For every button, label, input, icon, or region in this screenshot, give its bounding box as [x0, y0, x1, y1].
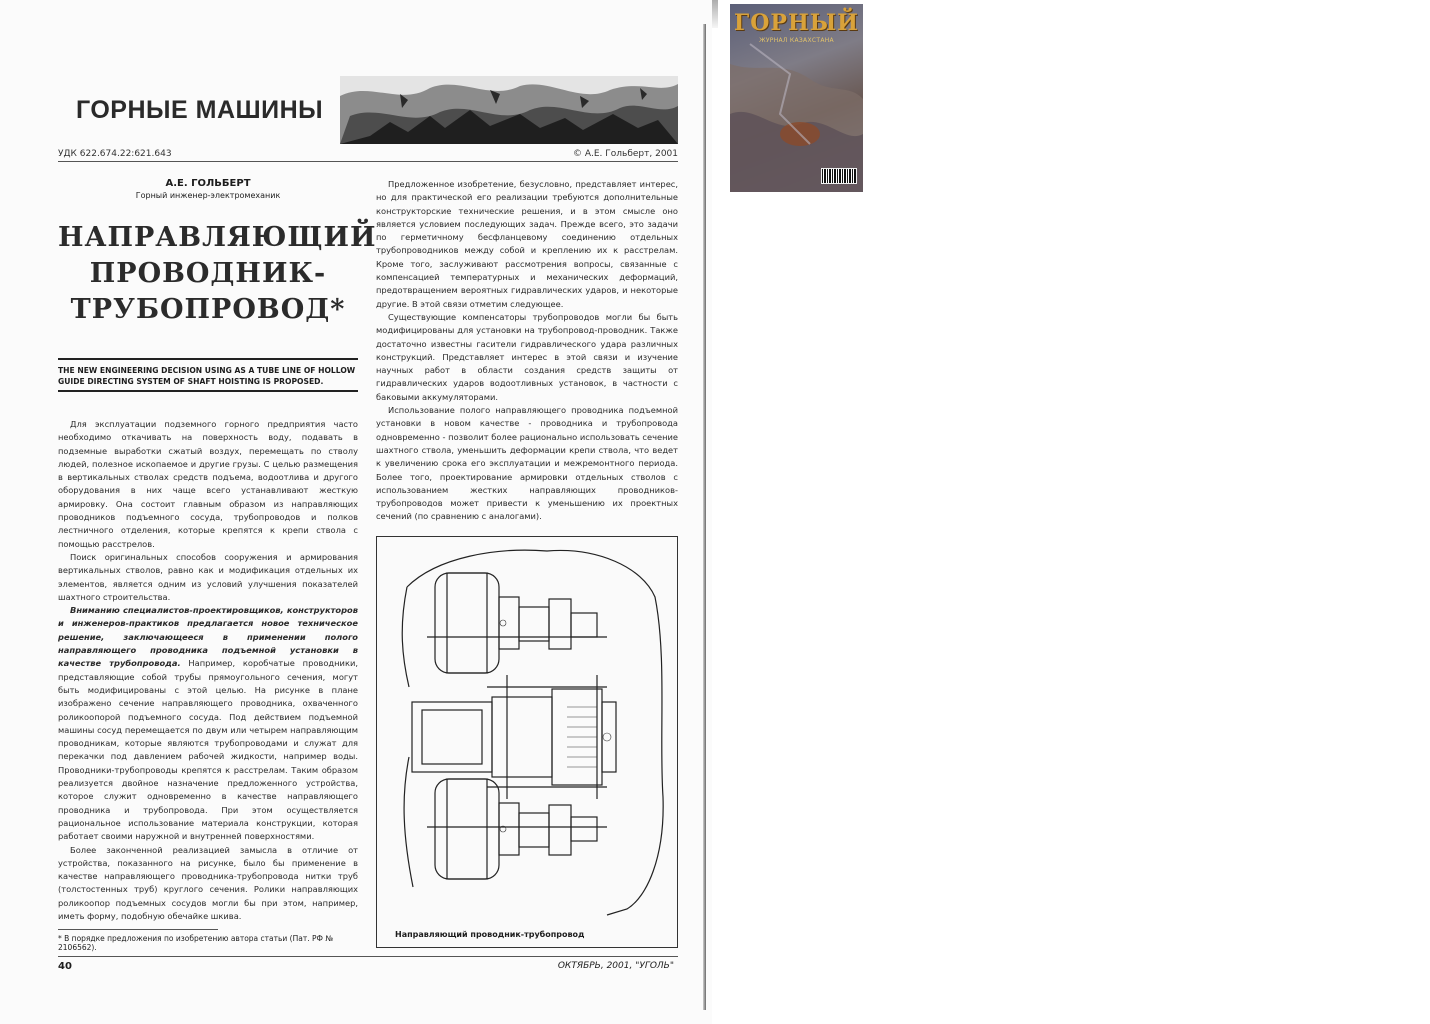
paragraph: Поиск оригинальных способов сооружения и армирования вертикальных стволов, равно как и модификация отдельных их элементов, является одним из условий улучшения показателей шахтного строительства. [58, 551, 358, 602]
paragraph: Более законченной реализацией замысла в отличие от устройства, показанного на рисунке, было бы применение в качестве направляющего проводника-трубопровода нитки труб (толстостенных труб) круглого сечения. Ролики направляющих роликоопор подъемных сосудов могли бы при этом, например, иметь форму, подобную обечайке шкива. [58, 844, 358, 921]
abstract-rule-bottom [58, 390, 358, 392]
author-name: А.Е. ГОЛЬБЕРТ [165, 178, 251, 189]
footnote: * В порядке предложения по изобретению автора статьи (Пат. РФ № 2106562). [58, 934, 334, 952]
udk-code: УДК 622.674.22:621.643 [58, 149, 172, 159]
footnote-divider [58, 929, 218, 930]
title-line: НАПРАВЛЯЮЩИЙ [58, 222, 377, 253]
article-title [58, 220, 377, 328]
paragraph: Существующие компенсаторы трубопроводов могли бы быть модифицированы для установки на трубопровод-проводник. Также достаточно известны гасители гидравлического удара различных конструкций. Представляет интерес в этой связи и изучение научных работ в области создания средств защиты от гидравлических ударов водоотливных установок, в частности с баковыми аккумуляторами. [376, 311, 678, 402]
english-abstract: THE NEW ENGINEERING DECISION USING AS A TUBE LINE OF HOLLOW GUIDE DIRECTING SYSTEM OF SHAFT HOISTING IS PROPOSED. [58, 366, 356, 386]
emphasis-text: Вниманию специалистов-проектировщиков, конструкторов и инженеров-практиков предлагается новое техническое решение, заключающееся в применении полого направляющего проводника подъемной установки в качестве трубопровода. [58, 605, 358, 669]
issue-info: ОКТЯБРЬ, 2001, "УГОЛЬ" [557, 961, 674, 971]
magazine-cover-thumbnail [730, 4, 863, 192]
header-divider [58, 161, 678, 162]
technical-drawing [377, 537, 677, 917]
title-line: ТРУБОПРОВОД* [70, 294, 346, 325]
figure-guide-pipeline [376, 536, 678, 948]
header-rock-illustration [340, 76, 678, 144]
copyright: © А.Е. Гольберт, 2001 [572, 149, 678, 159]
page-spine-shadow [703, 24, 706, 1010]
paragraph: Предложенное изобретение, безусловно, представляет интерес, но для практической его реализации требуются дополнительные конструкторские технические решения, и в этом смысле оно является условием последующих задач. Прежде всего, это задачи по герметичному бесфланцевому соединению отдельных трубопроводников между собой и креплению их к расстрелам. Кроме того, заслуживают рассмотрения вопросы, связанные с компенсацией температурных и механических деформаций, предотвращением вероятных гидравлических ударов, и некоторые другие. В этой связи отметим следующее. [376, 179, 678, 309]
footer-divider [58, 956, 678, 957]
title-line: ПРОВОДНИК- [89, 258, 327, 289]
right-column [376, 178, 678, 524]
page-number: 40 [58, 961, 72, 972]
cover-subtitle: ЖУРНАЛ КАЗАХСТАНА [759, 37, 834, 44]
author-role: Горный инженер-электромеханик [135, 191, 281, 200]
paragraph [58, 604, 358, 843]
barcode [821, 168, 857, 184]
cover-title: ГОРНЫЙ [734, 10, 859, 36]
paragraph: Использование полого направляющего проводника подъемной установки в новом качестве - проводника и трубопровода одновременно - позволит более рационально использовать сечение шахтного ствола, уменьшить деформации крепи ствола, что ведет к увеличению срока его эксплуатации и межремонтного периода. Более того, проектирование армировки отдельных стволов с использованием жестких направляющих проводников-трубопроводов может привести к уменьшению их проектных сечений (по сравнению с аналогами). [376, 405, 678, 522]
paragraph: Для эксплуатации подземного горного предприятия часто необходимо откачивать на поверхность воду, подавать в подземные выработки сжатый воздух, перемещать по стволу людей, полезное ископаемое и другие грузы. С целью размещения в вертикальных стволах средств подъема, водоотлива и другого оборудования в них чаще всего устанавливают жесткую армировку. Она состоит главным образом из направляющих проводников подъемного сосуда, трубопроводов и полков лестничного отделения, которые крепятся к крепи ствола с помощью расстрелов. [58, 419, 358, 549]
section-title: ГОРНЫЕ МАШИНЫ [76, 96, 324, 124]
journal-page [0, 0, 712, 1024]
paragraph-text: Например, коробчатые проводники, представляющие собой трубы прямоугольного сечения, могут быть модифицированы с этой целью. На рисунке в плане изображено сечение направляющего проводника, охваченного роликоопорой подъемного сосуда. Под действием подъемной машины сосуд перемещается по двум или четырем направляющим проводникам, которые являются трубопроводами и служат для перекачки под давлением рабочей жидкости, например воды. Проводники-трубопроводы крепятся к расстрелам. Таким образом реализуется двойное назначение предложенного устройства, которое служит одновременно в качестве направляющего проводника и трубопровода. При этом осуществляется рациональное использование материала конструкции, которая работает своими наружной и внутренней поверхностями. [58, 658, 358, 842]
left-column [58, 418, 358, 923]
figure-caption: Направляющий проводник-трубопровод [395, 930, 585, 939]
abstract-rule-top [58, 358, 358, 360]
